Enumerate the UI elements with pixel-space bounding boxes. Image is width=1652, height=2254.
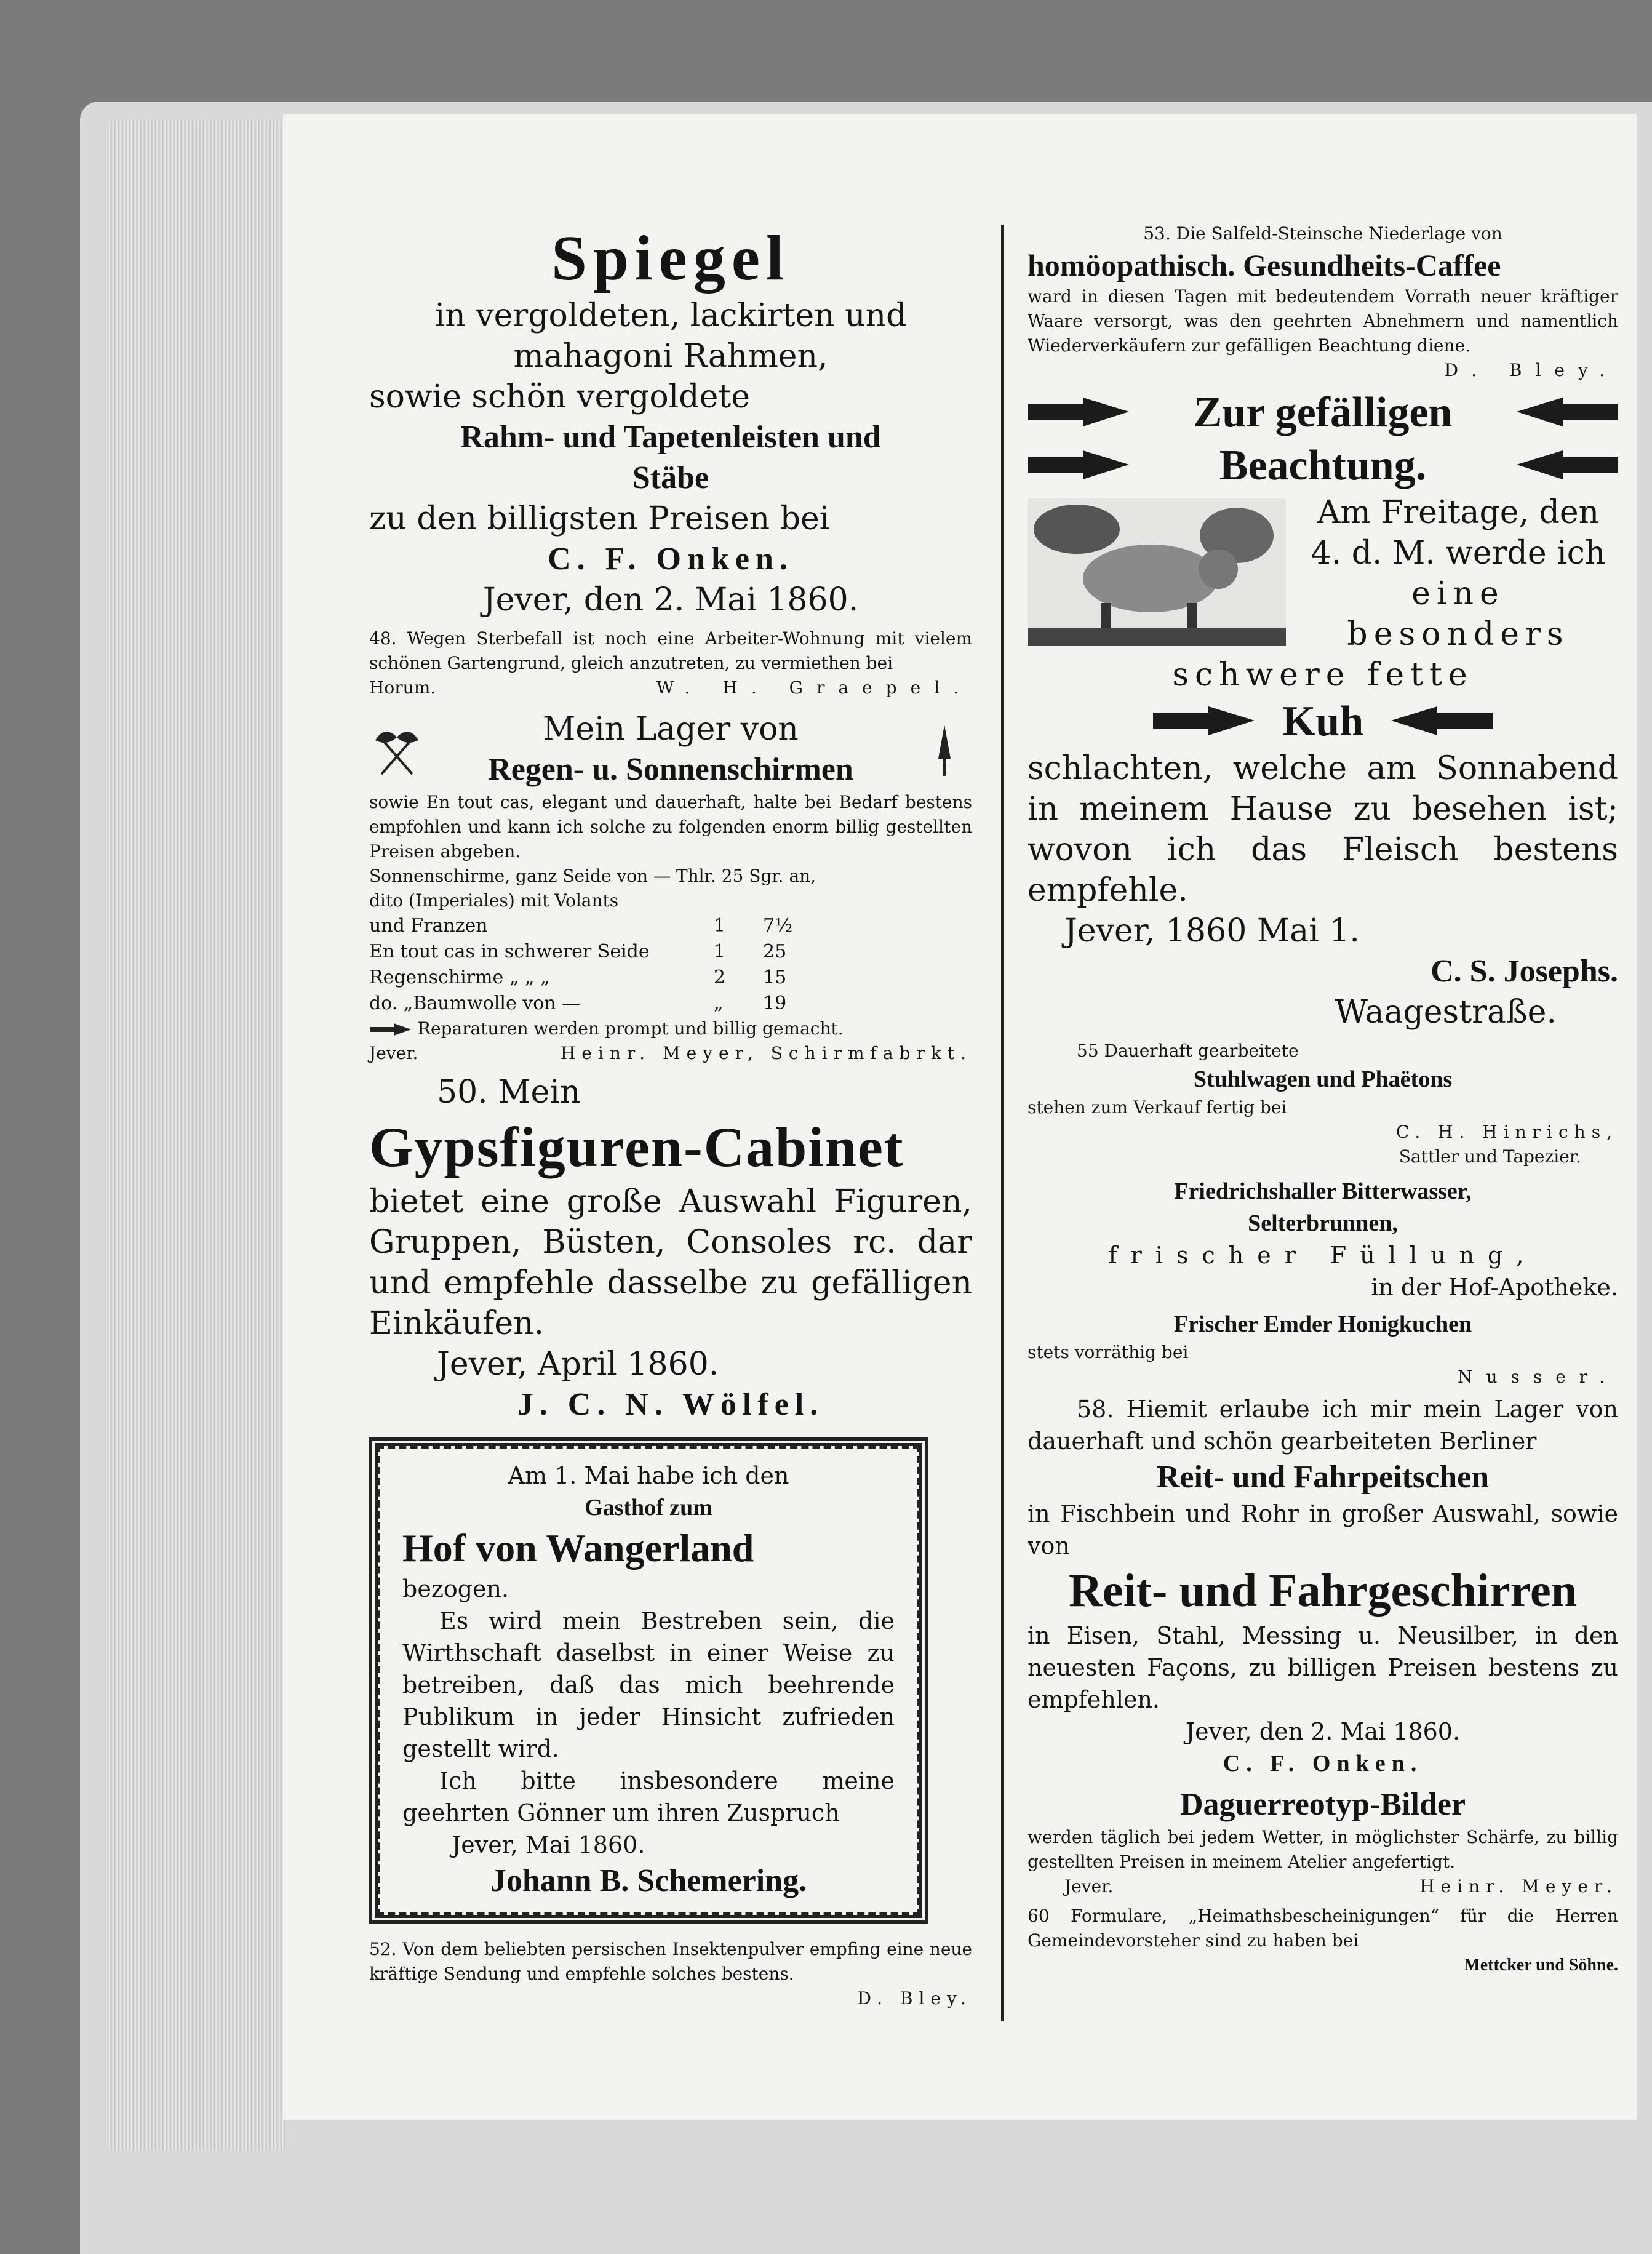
ad-signer: Mettcker und Söhne. bbox=[1464, 1956, 1618, 1975]
pointing-hand-left-icon bbox=[1388, 703, 1493, 740]
ad-text: bezogen. bbox=[402, 1575, 509, 1602]
ad-text: zu den billigsten Preisen bei bbox=[369, 500, 830, 537]
ad-text: 58. Hiemit erlaube ich mir mein Lager von dauerhaft und schön gearbeiteten Berliner bbox=[1028, 1396, 1618, 1455]
ad-title: Kuh bbox=[1282, 698, 1364, 745]
ad-dateline: Jever, April 1860. bbox=[437, 1346, 719, 1383]
ad-text: 53. Die Salfeld-Steinsche Niederlage von bbox=[1143, 223, 1502, 244]
left-column bbox=[369, 222, 972, 2011]
ad-text: Sonnenschirme, ganz Seide von — Thlr. 25 Sgr. an, bbox=[369, 866, 816, 886]
pointing-hand-left-icon bbox=[1514, 394, 1618, 431]
ad-title: Frischer Emder Honigkuchen bbox=[1173, 1311, 1472, 1337]
price-thaler: 1 bbox=[714, 941, 726, 962]
ad-signer: Johann B. Schemering. bbox=[490, 1863, 807, 1898]
ad-gasthof-frame bbox=[369, 1437, 928, 1924]
price-label: do. „Baumwolle von — bbox=[369, 993, 581, 1014]
price-label: En tout cas in schwerer Seide bbox=[369, 941, 650, 962]
ad-bitterwasser bbox=[1028, 1175, 1618, 1303]
price-thaler: „ bbox=[714, 993, 724, 1014]
ad-heading: Beachtung. bbox=[1219, 442, 1427, 489]
ad-number: 50. Mein bbox=[437, 1074, 581, 1111]
price-groschen: 19 bbox=[763, 993, 787, 1014]
ad-spiegel bbox=[369, 222, 972, 620]
ad-text: in Fischbein und Rohr in großer Auswahl, sowie von bbox=[1028, 1500, 1618, 1559]
ad-text: schlachten, welche am Sonnabend in meinem Hause zu besehen ist; wovon ich das Fleisch bestens empfehle. bbox=[1028, 750, 1618, 909]
price-row bbox=[369, 939, 972, 965]
ad-kuh bbox=[1028, 386, 1618, 1033]
ad-signer: D. Bley. bbox=[1444, 360, 1618, 380]
page-edges bbox=[108, 120, 286, 2151]
ad-signer: D. Bley. bbox=[857, 1988, 972, 2008]
ad-58 bbox=[1028, 1393, 1618, 1780]
pointing-hand-right-icon bbox=[1028, 394, 1132, 431]
ad-heading: Regen- u. Sonnenschirmen bbox=[488, 752, 853, 787]
ad-dateline: Jever, 1860 Mai 1. bbox=[1064, 913, 1360, 949]
ad-text: Ich bitte insbesondere meine geehrten Gönner um ihren Zuspruch bbox=[402, 1767, 895, 1826]
ad-title: Reit- und Fahrgeschirren bbox=[1068, 1565, 1578, 1617]
ad-signer: J. C. N. Wölfel. bbox=[517, 1387, 824, 1422]
ad-text: dito (Imperiales) mit Volants bbox=[369, 890, 619, 911]
ad-signer: W. H. Graepel. bbox=[656, 677, 972, 698]
ad-text: eine besonders bbox=[1347, 575, 1570, 653]
ad-text: 60 Formulare, „Heimathsbescheinigungen“ für die Herren Gemeindevorsteher sind zu haben bei bbox=[1028, 1906, 1618, 1951]
ad-text: Am 1. Mai habe ich den bbox=[508, 1462, 789, 1489]
ad-48 bbox=[369, 626, 972, 700]
pointing-hand-right-icon bbox=[1028, 447, 1132, 484]
ad-text: in der Hof-Apotheke. bbox=[1371, 1274, 1618, 1301]
ad-title: Friedrichshaller Bitterwasser, bbox=[1174, 1178, 1472, 1204]
ad-signer: C. F. Onken. bbox=[1223, 1751, 1423, 1776]
ad-umbrella bbox=[369, 709, 972, 1066]
ad-place: Jever. bbox=[369, 1043, 418, 1063]
ad-text: 52. Von dem beliebten persischen Insektenpulver empfing eine neue kräftige Sendung und empfehle solches bestens. bbox=[369, 1939, 972, 1984]
ad-text: Reparaturen werden prompt und billig gemacht. bbox=[417, 1018, 844, 1039]
ad-text: 48. Wegen Sterbefall ist noch eine Arbeiter-Wohnung mit vielem schönen Gartengrund, gleich anzutreten, zu vermiethen bei bbox=[369, 628, 972, 673]
price-groschen: 7½ bbox=[763, 915, 793, 937]
ad-title: homöopathisch. Gesundheits-Caffee bbox=[1028, 248, 1501, 282]
ad-daguerreotyp bbox=[1028, 1784, 1618, 1899]
pointing-hand-icon bbox=[369, 1022, 412, 1038]
ad-place: Jever. bbox=[1064, 1876, 1114, 1896]
ad-text: Sattler und Tapezier. bbox=[1399, 1146, 1581, 1167]
crossed-umbrellas-icon bbox=[369, 722, 425, 777]
ad-text: frischer Füllung, bbox=[1108, 1242, 1538, 1269]
price-thaler: 1 bbox=[714, 915, 726, 937]
right-column bbox=[1028, 222, 1618, 1978]
price-thaler: 2 bbox=[714, 967, 726, 988]
ad-text: Am Freitage, den bbox=[1317, 494, 1600, 531]
ad-honigkuchen bbox=[1028, 1308, 1618, 1389]
ad-heading: Zur gefälligen bbox=[1193, 389, 1453, 436]
ad-text: in Eisen, Stahl, Messing u. Neusilber, in den neuesten Façons, zu billigen Preisen bestens zu empfehlen. bbox=[1028, 1622, 1618, 1713]
ad-dateline: Jever, den 2. Mai 1860. bbox=[1185, 1718, 1461, 1745]
ad-title: Gypsfiguren-Cabinet bbox=[369, 1116, 904, 1178]
ad-text: sowie schön vergoldete bbox=[369, 378, 751, 415]
ad-text: in vergoldeten, lackirten und mahagoni Rahmen, bbox=[434, 297, 907, 375]
ad-60 bbox=[1028, 1904, 1618, 1978]
ad-text: Es wird mein Bestreben sein, die Wirthschaft daselbst in einer Weise zu betreiben, daß das mich beehrende Publikum in jeder Hinsicht zufrieden gestellt wird. bbox=[402, 1607, 895, 1762]
price-row bbox=[369, 991, 972, 1017]
price-groschen: 25 bbox=[763, 941, 787, 962]
ad-signer: Heinr. Meyer, Schirmfabrkt. bbox=[560, 1043, 972, 1063]
pointing-hand-left-icon bbox=[1514, 447, 1618, 484]
ad-text: 55 Dauerhaft gearbeitete bbox=[1077, 1041, 1299, 1061]
ad-text: ward in diesen Tagen mit bedeutendem Vorrath neuer kräftiger Waare versorgt, was den geehrten Abnehmern und namentlich Wiederverkäufern zur gefälligen Beachtung diene. bbox=[1028, 286, 1618, 356]
ad-signer: Nusser. bbox=[1457, 1367, 1618, 1387]
price-groschen: 15 bbox=[763, 967, 787, 988]
ad-signer: C. S. Josephs. bbox=[1431, 954, 1618, 989]
ad-text: Gasthof zum bbox=[585, 1495, 712, 1521]
ad-text: bietet eine große Auswahl Figuren, Gruppen, Büsten, Consoles rc. dar und empfehle dasselbe zu gefälligen Einkäufen. bbox=[369, 1183, 972, 1342]
pointing-hand-right-icon bbox=[1153, 703, 1258, 740]
ad-dateline: Jever, Mai 1860. bbox=[452, 1831, 645, 1858]
ad-signer: Heinr. Meyer. bbox=[1419, 1876, 1618, 1896]
ad-title: Selterbrunnen, bbox=[1248, 1210, 1398, 1236]
price-row bbox=[369, 965, 972, 991]
ad-52 bbox=[369, 1937, 972, 2011]
ad-title: Hof von Wangerland bbox=[402, 1526, 754, 1570]
ad-street: Waagestraße. bbox=[1335, 994, 1557, 1031]
ad-title: Spiegel bbox=[551, 223, 790, 294]
ad-signer: C. H. Hinrichs, bbox=[1395, 1122, 1618, 1142]
ad-place: Horum. bbox=[369, 677, 436, 698]
ad-text: 4. d. M. werde ich bbox=[1311, 535, 1606, 572]
ad-heading: Stäbe bbox=[632, 460, 709, 495]
ad-text: schwere fette bbox=[1172, 657, 1474, 693]
ad-heading: Rahm- und Tapetenleisten und bbox=[460, 420, 881, 455]
ad-text: sowie En tout cas, elegant und dauerhaft, halte bei Bedarf bestens empfohlen und kann ich solche zu folgenden enorm billig gestellten Preisen abgeben. bbox=[369, 792, 972, 861]
ad-text: Mein Lager von bbox=[543, 711, 799, 748]
ad-53 bbox=[1028, 222, 1618, 383]
ad-title: Reit- und Fahrpeitschen bbox=[1156, 1460, 1490, 1495]
ad-title: Stuhlwagen und Phaëtons bbox=[1193, 1066, 1453, 1092]
cow-illustration bbox=[1028, 498, 1286, 646]
price-label: und Franzen bbox=[369, 915, 488, 937]
closed-umbrella-icon bbox=[917, 722, 972, 777]
ad-signer: C. F. Onken. bbox=[548, 542, 794, 577]
ad-title: Daguerreotyp-Bilder bbox=[1179, 1787, 1466, 1822]
ad-text: stehen zum Verkauf fertig bei bbox=[1028, 1097, 1287, 1117]
ad-dateline: Jever, den 2. Mai 1860. bbox=[482, 581, 859, 618]
price-row bbox=[369, 913, 972, 939]
ad-gypsfiguren bbox=[369, 1072, 972, 1425]
ad-55 bbox=[1028, 1039, 1618, 1169]
column-divider bbox=[1001, 225, 1004, 2021]
price-label: Regenschirme „ „ „ bbox=[369, 967, 550, 988]
ad-text: stets vorräthig bei bbox=[1028, 1342, 1189, 1362]
ad-text: werden täglich bei jedem Wetter, in möglichster Schärfe, zu billig gestellten Preisen in meinem Atelier angefertigt. bbox=[1028, 1827, 1618, 1872]
